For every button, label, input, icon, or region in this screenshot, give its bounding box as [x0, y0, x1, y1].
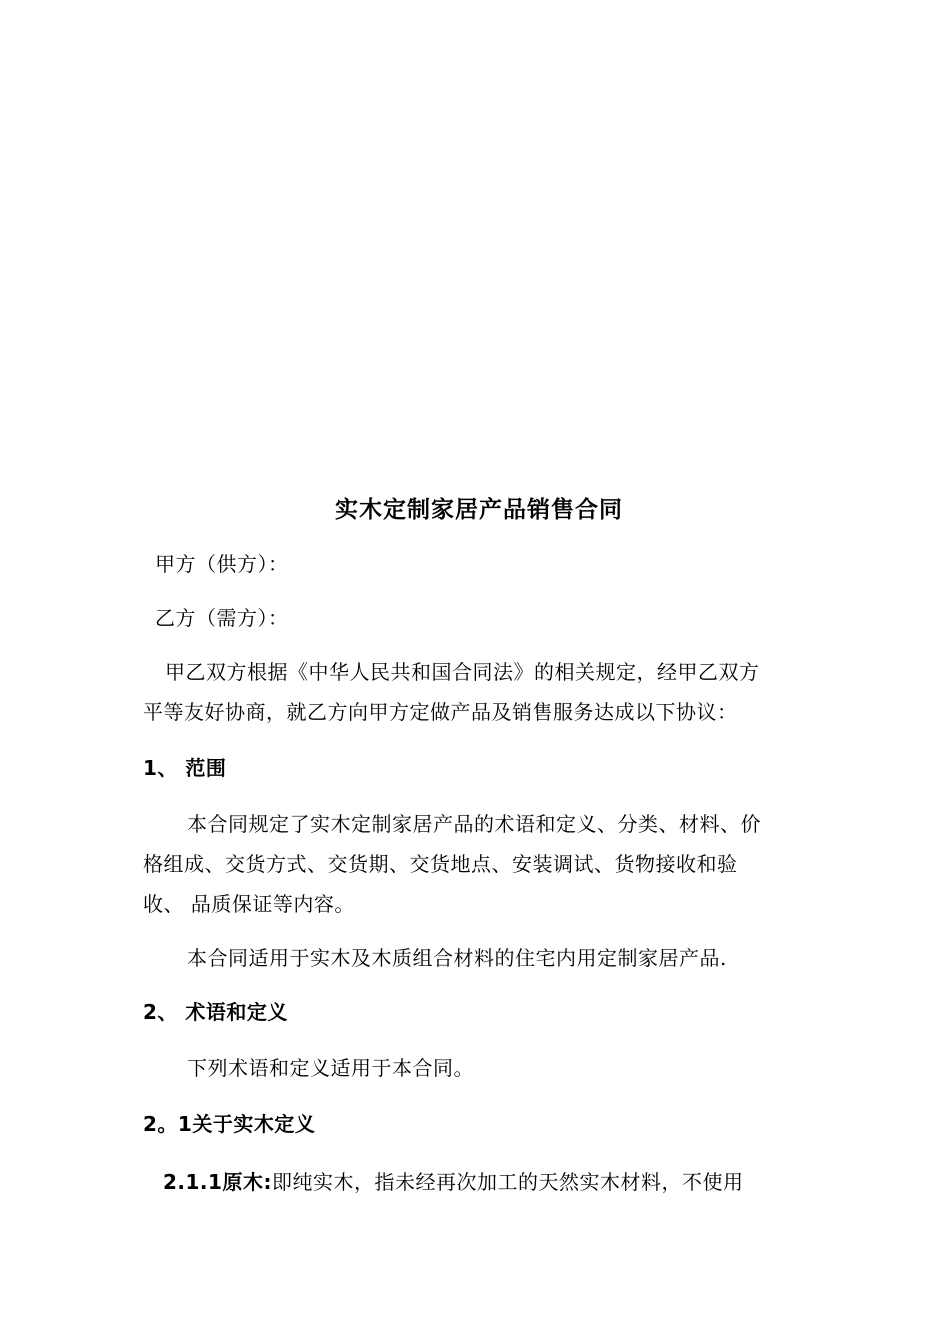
party-a-label: 甲方（供方）：	[155, 552, 289, 576]
section-1-para-2: 本合同适用于实木及木质组合材料的住宅内用定制家居产品.	[187, 946, 727, 970]
section-2-1-1-line	[163, 1170, 743, 1194]
section-1-para-1-line-2: 格组成、交货方式、交货期、交货地点、安装调试、货物接收和验	[143, 852, 738, 876]
section-1-para-1-line-3: 收、 品质保证等内容。	[143, 892, 355, 916]
party-b-label: 乙方（需方）：	[155, 606, 289, 630]
preamble-line-1: 甲乙双方根据《中华人民共和国合同法》的相关规定，经甲乙双方	[165, 660, 760, 684]
section-2-heading: 2、 术语和定义	[143, 1000, 288, 1024]
section-2-1-heading: 2。1关于实木定义	[143, 1112, 316, 1136]
section-2-1-1-text: 即纯实木，指未经再次加工的天然实木材料，不使用	[271, 1170, 744, 1194]
preamble-line-2: 平等友好协商，就乙方向甲方定做产品及销售服务达成以下协议：	[143, 700, 738, 724]
section-1-para-1-line-1: 本合同规定了实木定制家居产品的术语和定义、分类、材料、价	[187, 812, 761, 836]
section-1-heading: 1、 范围	[143, 756, 227, 780]
document-title: 实木定制家居产品销售合同	[335, 497, 623, 523]
section-2-intro: 下列术语和定义适用于本合同。	[187, 1056, 474, 1080]
section-2-1-1-label: 2.1.1原木:	[163, 1170, 272, 1194]
